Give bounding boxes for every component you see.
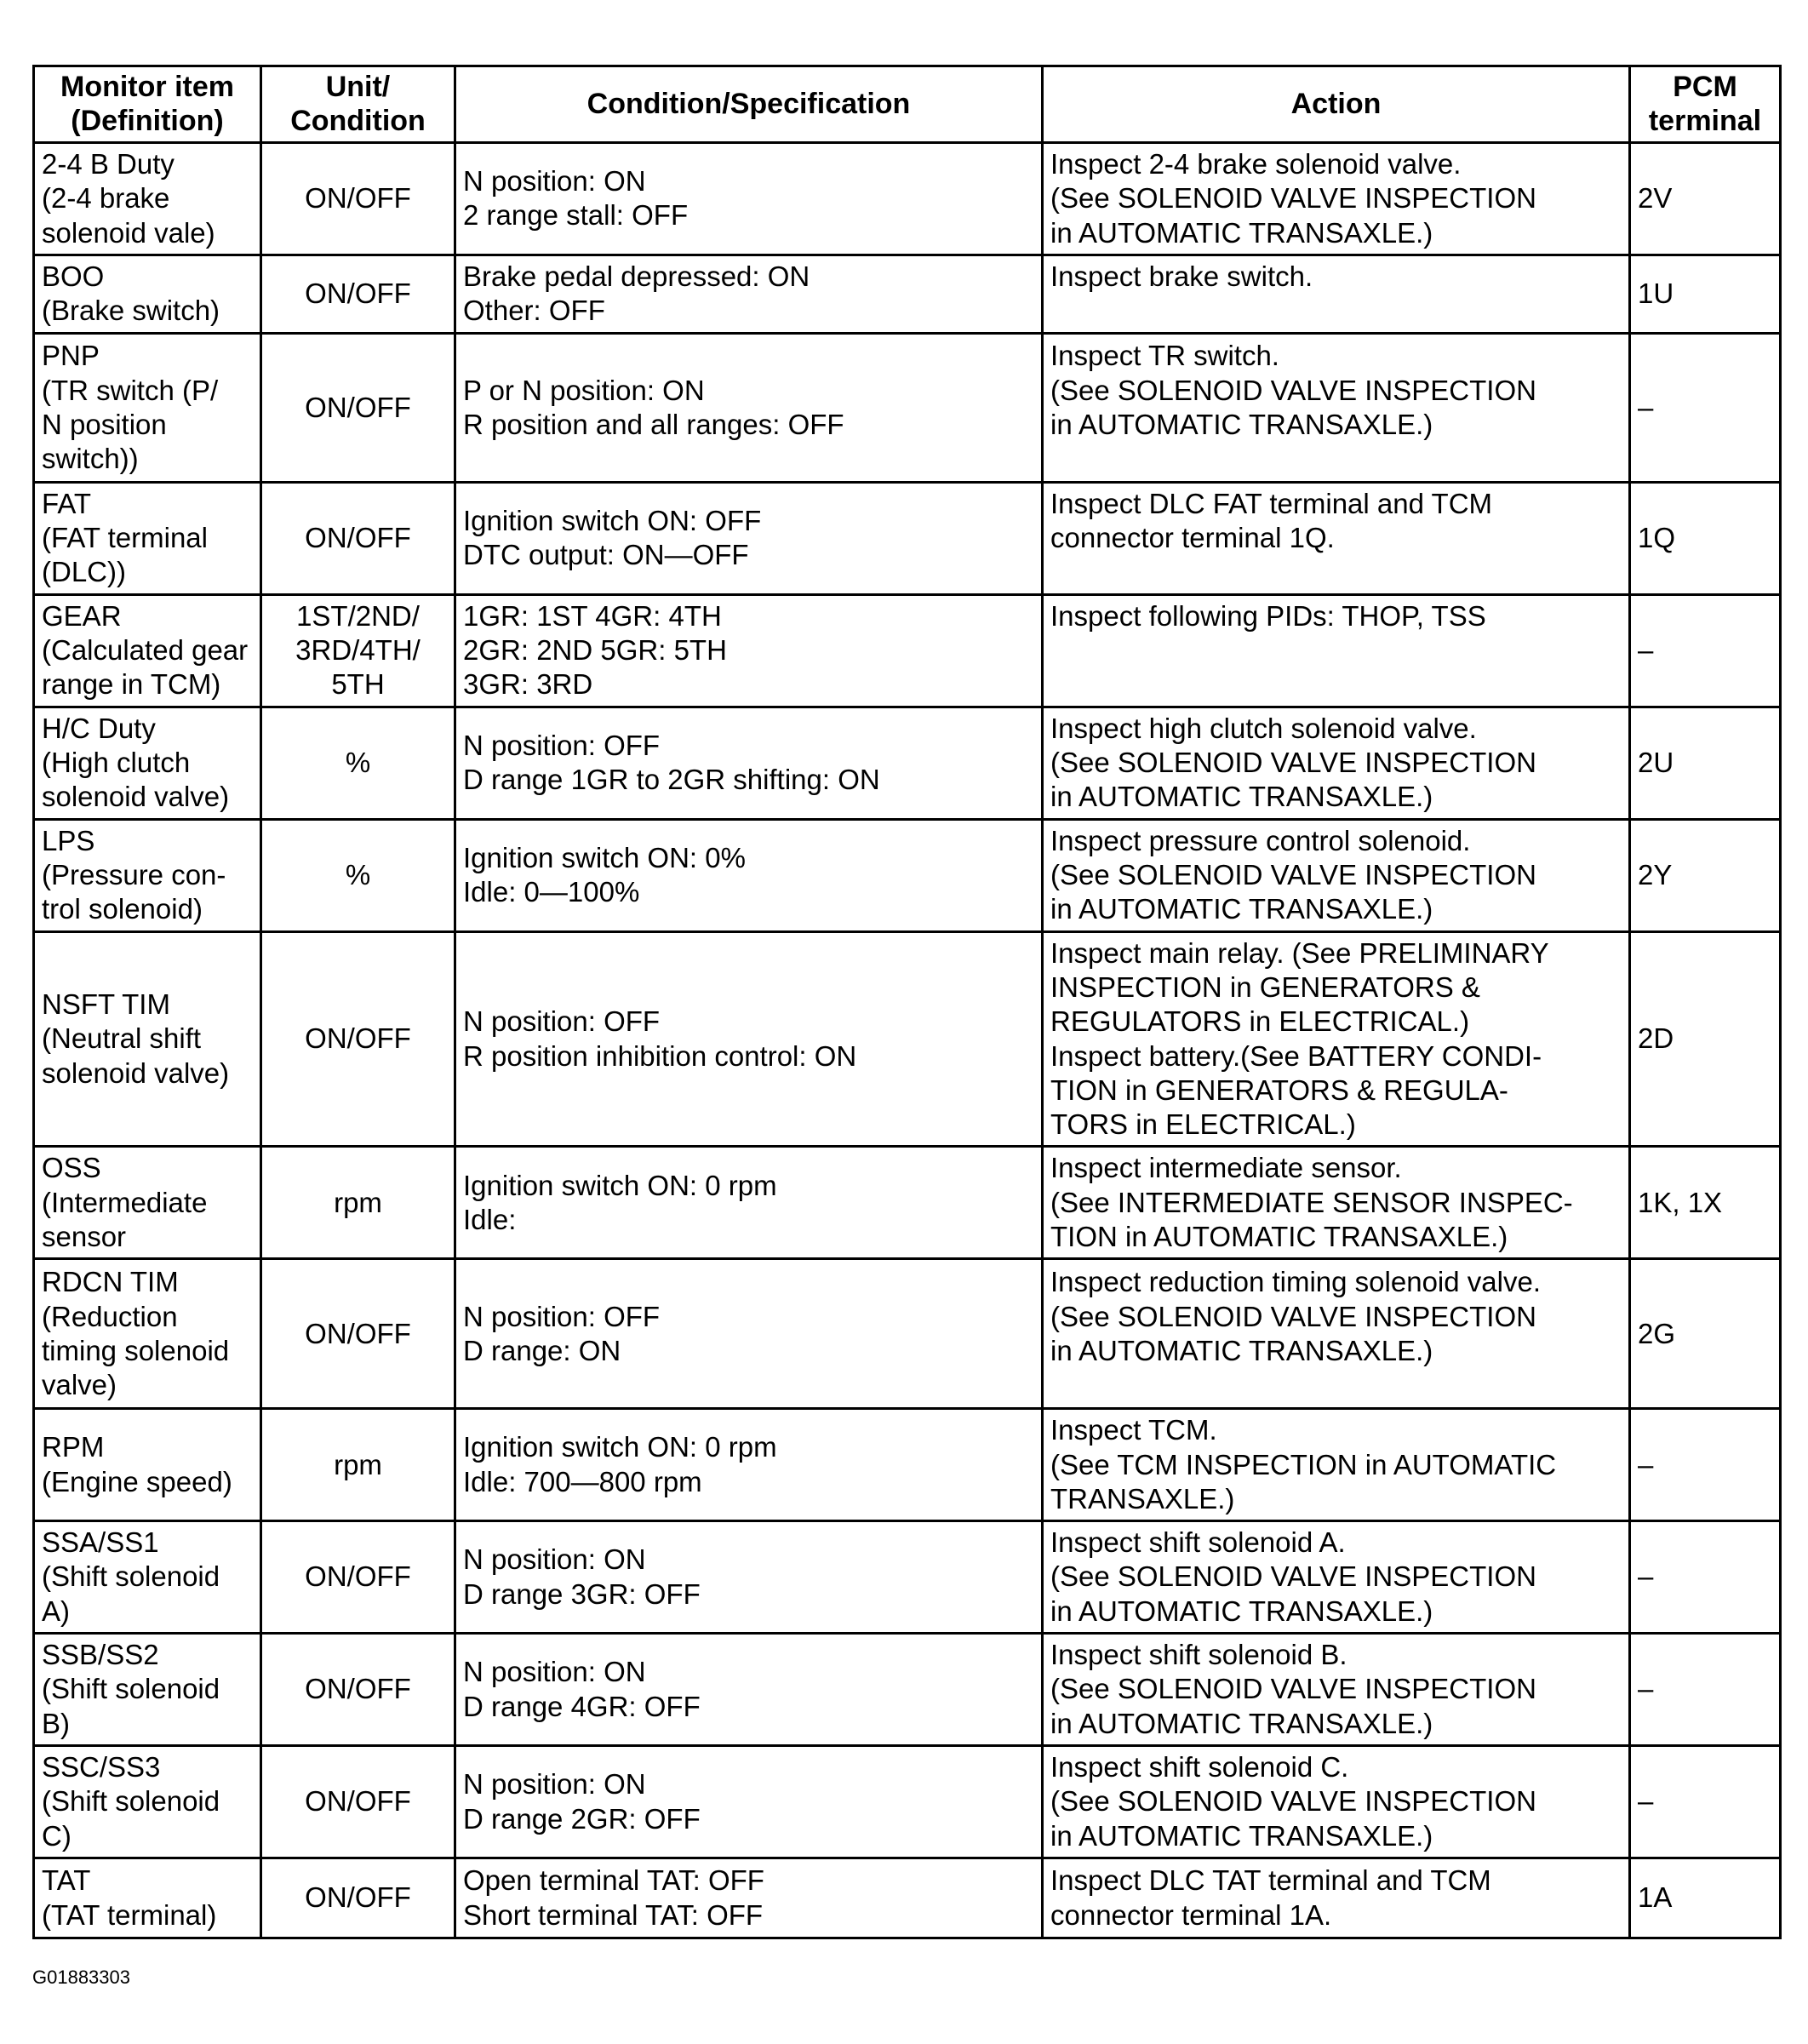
condition-cell	[455, 1259, 1043, 1409]
action-cell	[1043, 333, 1630, 482]
monitor-item-cell-line: RDCN TIM	[42, 1266, 179, 1298]
pcm-terminal-cell: 2D	[1630, 931, 1781, 1147]
condition-cell-line: Ignition switch ON: 0 rpm	[463, 1431, 777, 1463]
monitor-item-cell-line: (TR switch (P/	[42, 374, 219, 406]
table-row	[34, 1858, 1781, 1938]
action-cell-line: Inspect shift solenoid A.	[1050, 1526, 1346, 1559]
unit-cell	[261, 482, 455, 594]
monitor-item-cell-line: (2-4 brake	[42, 182, 170, 215]
action-cell-line: Inspect DLC TAT terminal and TCM	[1050, 1864, 1491, 1897]
action-cell-line: (See SOLENOID VALVE INSPECTION	[1050, 374, 1536, 406]
unit-cell-line: ON/OFF	[305, 391, 411, 423]
unit-cell-line: rpm	[334, 1186, 382, 1218]
monitor-item-cell-line: (Reduction	[42, 1300, 178, 1332]
monitor-item-cell-line: NSFT TIM	[42, 988, 170, 1021]
monitor-item-cell-line: (DLC))	[42, 556, 126, 588]
monitor-item-cell	[34, 931, 261, 1147]
figure-code: G01883303	[32, 1967, 130, 1988]
action-cell-line: in AUTOMATIC TRANSAXLE.)	[1050, 1334, 1433, 1366]
action-cell-line: in AUTOMATIC TRANSAXLE.)	[1050, 216, 1433, 249]
action-cell-line: Inspect intermediate sensor.	[1050, 1152, 1402, 1184]
unit-cell	[261, 1858, 455, 1938]
pcm-terminal-cell: –	[1630, 333, 1781, 482]
table-row	[34, 1746, 1781, 1858]
monitor-item-cell	[34, 1409, 261, 1521]
unit-cell	[261, 1259, 455, 1409]
action-cell-line: Inspect high clutch solenoid valve.	[1050, 712, 1477, 744]
action-cell-line	[1050, 555, 1622, 589]
condition-cell-line: D range 4GR: OFF	[463, 1690, 701, 1722]
action-cell	[1043, 255, 1630, 333]
action-cell-line: Inspect reduction timing solenoid valve.	[1050, 1266, 1541, 1298]
monitor-item-cell	[34, 594, 261, 707]
action-cell-line: TORS in ELECTRICAL.)	[1050, 1108, 1356, 1140]
unit-cell	[261, 1634, 455, 1746]
action-cell-line: Inspect brake switch.	[1050, 261, 1313, 292]
condition-cell-line: N position: OFF	[463, 1005, 661, 1038]
condition-cell-line: D range 1GR to 2GR shifting: ON	[463, 764, 880, 796]
monitor-item-cell-line: C)	[42, 1819, 72, 1852]
condition-cell	[455, 1147, 1043, 1259]
unit-cell	[261, 255, 455, 333]
action-cell-line: TION in GENERATORS & REGULA-	[1050, 1074, 1508, 1106]
action-cell	[1043, 1147, 1630, 1259]
condition-cell	[455, 143, 1043, 255]
monitor-item-cell-line: RPM	[42, 1431, 105, 1463]
condition-cell-line: Ignition switch ON: 0%	[463, 842, 746, 873]
table-row	[34, 1409, 1781, 1521]
action-cell	[1043, 707, 1630, 819]
action-cell-line: Inspect pressure control solenoid.	[1050, 824, 1471, 856]
monitor-item-cell	[34, 143, 261, 255]
monitor-item-cell-line: TAT	[42, 1864, 91, 1897]
action-cell-line: in AUTOMATIC TRANSAXLE.)	[1050, 1595, 1433, 1627]
action-cell-line	[1050, 442, 1622, 476]
action-cell-line: Inspect shift solenoid C.	[1050, 1751, 1349, 1783]
action-cell-line: TION in AUTOMATIC TRANSAXLE.)	[1050, 1220, 1508, 1252]
action-cell-line: (See SOLENOID VALVE INSPECTION	[1050, 1673, 1536, 1705]
monitor-item-cell-line: switch))	[42, 443, 139, 474]
action-cell	[1043, 1746, 1630, 1858]
table-row	[34, 1634, 1781, 1746]
monitor-item-cell-line: N position	[42, 408, 167, 440]
condition-cell-line: D range 3GR: OFF	[463, 1577, 701, 1610]
condition-cell-line: DTC output: ON—OFF	[463, 539, 749, 571]
monitor-item-cell-line: solenoid valve)	[42, 781, 230, 813]
action-cell-line: Inspect following PIDs: THOP, TSS	[1050, 599, 1486, 632]
condition-cell-line: N position: OFF	[463, 1300, 661, 1332]
action-cell	[1043, 931, 1630, 1147]
condition-cell-line: Open terminal TAT: OFF	[463, 1864, 764, 1897]
pcm-terminal-cell: 2Y	[1630, 819, 1781, 931]
table-row	[34, 333, 1781, 482]
action-cell-line: Inspect DLC FAT terminal and TCM	[1050, 487, 1493, 519]
action-cell-line: TRANSAXLE.)	[1050, 1482, 1235, 1514]
condition-cell-line: D range: ON	[463, 1334, 621, 1366]
monitor-item-cell-line: solenoid vale)	[42, 216, 215, 249]
unit-cell	[261, 1147, 455, 1259]
table-row	[34, 819, 1781, 931]
unit-cell-line: ON/OFF	[305, 1022, 411, 1055]
header-monitor-item: Monitor item (Definition)	[34, 66, 261, 143]
table-row	[34, 707, 1781, 819]
monitor-item-cell-line: trol solenoid)	[42, 893, 203, 925]
pcm-terminal-cell: –	[1630, 1521, 1781, 1634]
monitor-item-cell-line: FAT	[42, 487, 92, 519]
monitor-item-cell-line: (FAT terminal	[42, 522, 208, 554]
action-cell-line: (See SOLENOID VALVE INSPECTION	[1050, 1560, 1536, 1593]
unit-cell-line: ON/OFF	[305, 1785, 411, 1818]
action-cell-line: Inspect TCM.	[1050, 1414, 1217, 1446]
header-action: Action	[1043, 66, 1630, 143]
condition-cell-line: N position: ON	[463, 165, 646, 198]
condition-cell	[455, 1409, 1043, 1521]
table-row	[34, 1259, 1781, 1409]
monitor-item-cell-line: OSS	[42, 1152, 101, 1184]
condition-cell-line: R position inhibition control: ON	[463, 1039, 857, 1072]
condition-cell	[455, 1634, 1043, 1746]
pcm-terminal-cell: 1A	[1630, 1858, 1781, 1938]
action-cell-line	[1050, 1368, 1622, 1402]
unit-cell-line: ON/OFF	[305, 278, 411, 310]
monitor-item-cell-line: (Shift solenoid	[42, 1673, 220, 1705]
pcm-terminal-cell: 1Q	[1630, 482, 1781, 594]
action-cell-line: connector terminal 1A.	[1050, 1898, 1332, 1931]
monitor-item-cell-line: SSB/SS2	[42, 1639, 159, 1671]
monitor-item-cell-line: BOO	[42, 261, 105, 292]
condition-cell	[455, 333, 1043, 482]
unit-cell	[261, 931, 455, 1147]
action-cell-line: REGULATORS in ELECTRICAL.)	[1050, 1005, 1470, 1038]
pcm-terminal-cell: 2U	[1630, 707, 1781, 819]
table-row	[34, 931, 1781, 1147]
unit-cell	[261, 333, 455, 482]
action-cell-line: (See SOLENOID VALVE INSPECTION	[1050, 182, 1536, 215]
action-cell	[1043, 482, 1630, 594]
action-cell	[1043, 1521, 1630, 1634]
unit-cell	[261, 143, 455, 255]
action-cell-line	[1050, 294, 1622, 328]
pcm-terminal-cell: 1U	[1630, 255, 1781, 333]
condition-cell-line: Idle:	[463, 1203, 517, 1235]
monitor-item-cell-line: (High clutch	[42, 747, 191, 779]
monitor-item-cell	[34, 1147, 261, 1259]
monitor-item-cell	[34, 1259, 261, 1409]
condition-cell-line: N position: ON	[463, 1656, 646, 1688]
monitor-item-cell	[34, 333, 261, 482]
action-cell-line: (See SOLENOID VALVE INSPECTION	[1050, 1785, 1536, 1818]
condition-cell-line: 1GR: 1ST 4GR: 4TH	[463, 599, 722, 632]
unit-cell-line: ON/OFF	[305, 1317, 411, 1349]
action-cell-line: in AUTOMATIC TRANSAXLE.)	[1050, 893, 1433, 925]
monitor-item-cell-line: range in TCM)	[42, 668, 221, 701]
header-condition-specification: Condition/Specification	[455, 66, 1043, 143]
monitor-item-cell-line: timing solenoid	[42, 1334, 230, 1366]
action-cell-line: Inspect 2-4 brake solenoid valve.	[1050, 148, 1462, 180]
action-cell-line	[1050, 633, 1622, 667]
condition-cell	[455, 1858, 1043, 1938]
monitor-item-cell-line: H/C Duty	[42, 712, 156, 744]
condition-cell	[455, 819, 1043, 931]
pcm-terminal-cell: –	[1630, 1634, 1781, 1746]
condition-cell-line: 2 range stall: OFF	[463, 199, 689, 232]
action-cell-line: Inspect shift solenoid B.	[1050, 1639, 1347, 1671]
header-unit-condition: Unit/ Condition	[261, 66, 455, 143]
table-row	[34, 1521, 1781, 1634]
condition-cell-line: D range 2GR: OFF	[463, 1802, 701, 1835]
action-cell-line: Inspect battery.(See BATTERY CONDI-	[1050, 1039, 1542, 1072]
condition-cell-line: 2GR: 2ND 5GR: 5TH	[463, 634, 727, 667]
table-row	[34, 482, 1781, 594]
monitor-item-cell-line: (Shift solenoid	[42, 1560, 220, 1593]
action-cell	[1043, 1858, 1630, 1938]
monitor-item-cell-line: (Engine speed)	[42, 1465, 232, 1497]
unit-cell	[261, 1746, 455, 1858]
unit-cell-line: %	[345, 859, 371, 891]
table-row	[34, 143, 1781, 255]
action-cell	[1043, 819, 1630, 931]
action-cell	[1043, 1634, 1630, 1746]
condition-cell-line: Idle: 0—100%	[463, 876, 640, 908]
monitor-item-cell-line: (Neutral shift	[42, 1022, 202, 1055]
condition-cell-line: N position: OFF	[463, 730, 661, 761]
condition-cell-line: R position and all ranges: OFF	[463, 408, 844, 440]
condition-cell-line: Other: OFF	[463, 295, 605, 327]
monitor-item-cell	[34, 1746, 261, 1858]
monitor-item-cell-line: A)	[42, 1595, 70, 1627]
condition-cell-line: Ignition switch ON: 0 rpm	[463, 1169, 777, 1201]
header-pcm-terminal: PCM terminal	[1630, 66, 1781, 143]
condition-cell	[455, 1746, 1043, 1858]
action-cell-line: in AUTOMATIC TRANSAXLE.)	[1050, 781, 1433, 813]
monitor-item-cell-line: valve)	[42, 1369, 117, 1400]
action-cell	[1043, 1409, 1630, 1521]
condition-cell	[455, 931, 1043, 1147]
monitor-item-cell-line: (Pressure con-	[42, 859, 226, 891]
action-cell-line	[1050, 667, 1622, 701]
monitor-item-cell-line: (TAT terminal)	[42, 1898, 217, 1931]
unit-cell-line: 3RD/4TH/	[295, 634, 421, 667]
unit-cell-line: ON/OFF	[305, 522, 411, 554]
pcm-terminal-cell: –	[1630, 1409, 1781, 1521]
action-cell	[1043, 594, 1630, 707]
unit-cell-line: ON/OFF	[305, 1560, 411, 1593]
action-cell-line: (See SOLENOID VALVE INSPECTION	[1050, 859, 1536, 891]
monitor-item-cell-line: (Brake switch)	[42, 295, 220, 327]
action-cell-line: (See TCM INSPECTION in AUTOMATIC	[1050, 1448, 1557, 1480]
monitor-item-cell	[34, 707, 261, 819]
action-cell-line: (See INTERMEDIATE SENSOR INSPEC-	[1050, 1186, 1573, 1218]
condition-cell-line: Idle: 700—800 rpm	[463, 1465, 702, 1497]
monitor-item-cell-line: B)	[42, 1707, 70, 1739]
monitor-item-cell	[34, 819, 261, 931]
condition-cell-line: P or N position: ON	[463, 374, 705, 406]
monitor-item-cell	[34, 1521, 261, 1634]
unit-cell-line: 1ST/2ND/	[296, 599, 420, 632]
unit-cell-line: %	[345, 747, 371, 779]
monitor-item-cell-line: 2-4 B Duty	[42, 148, 175, 180]
unit-cell	[261, 1409, 455, 1521]
unit-cell-line: ON/OFF	[305, 1673, 411, 1705]
condition-cell	[455, 1521, 1043, 1634]
condition-cell	[455, 594, 1043, 707]
condition-cell	[455, 482, 1043, 594]
action-cell-line: connector terminal 1Q.	[1050, 522, 1335, 554]
condition-cell-line: 3GR: 3RD	[463, 668, 593, 701]
unit-cell	[261, 707, 455, 819]
action-cell	[1043, 1259, 1630, 1409]
monitor-item-cell-line: (Shift solenoid	[42, 1785, 220, 1818]
pcm-terminal-cell: –	[1630, 1746, 1781, 1858]
condition-cell-line: N position: ON	[463, 1768, 646, 1801]
action-cell-line: Inspect main relay. (See PRELIMINARY	[1050, 936, 1549, 969]
monitor-item-cell-line: (Calculated gear	[42, 634, 249, 667]
monitor-item-cell	[34, 1858, 261, 1938]
unit-cell	[261, 594, 455, 707]
monitor-item-cell-line: GEAR	[42, 599, 122, 632]
condition-cell	[455, 707, 1043, 819]
monitor-item-cell-line: SSA/SS1	[42, 1526, 159, 1559]
unit-cell-line: 5TH	[331, 668, 385, 701]
pcm-terminal-cell: 2V	[1630, 143, 1781, 255]
action-cell-line: in AUTOMATIC TRANSAXLE.)	[1050, 408, 1433, 440]
unit-cell	[261, 1521, 455, 1634]
action-cell-line: in AUTOMATIC TRANSAXLE.)	[1050, 1707, 1433, 1739]
action-cell-line: INSPECTION in GENERATORS &	[1050, 971, 1480, 1003]
action-cell-line: Inspect TR switch.	[1050, 340, 1279, 372]
unit-cell-line: ON/OFF	[305, 1881, 411, 1914]
unit-cell-line: ON/OFF	[305, 182, 411, 215]
monitor-item-cell-line: LPS	[42, 824, 95, 856]
monitor-item-cell-line: (Intermediate	[42, 1186, 208, 1218]
monitor-item-cell	[34, 1634, 261, 1746]
pcm-terminal-cell: 2G	[1630, 1259, 1781, 1409]
header-row	[34, 66, 1781, 143]
condition-cell-line: Ignition switch ON: OFF	[463, 505, 762, 536]
condition-cell-line: N position: ON	[463, 1543, 646, 1576]
unit-cell-line: rpm	[334, 1448, 382, 1480]
pcm-terminal-cell: 1K, 1X	[1630, 1147, 1781, 1259]
action-cell-line: (See SOLENOID VALVE INSPECTION	[1050, 1300, 1536, 1332]
table-row	[34, 1147, 1781, 1259]
monitor-item-cell-line: solenoid valve)	[42, 1056, 230, 1089]
unit-cell	[261, 819, 455, 931]
action-cell-line: in AUTOMATIC TRANSAXLE.)	[1050, 1819, 1433, 1852]
table-row	[34, 255, 1781, 333]
action-cell-line: (See SOLENOID VALVE INSPECTION	[1050, 747, 1536, 779]
table-body	[34, 143, 1781, 1938]
table-row	[34, 594, 1781, 707]
monitor-item-cell	[34, 255, 261, 333]
monitor-item-cell-line: SSC/SS3	[42, 1751, 161, 1783]
condition-cell	[455, 255, 1043, 333]
pcm-terminal-cell: –	[1630, 594, 1781, 707]
monitor-item-table	[32, 65, 1782, 1939]
monitor-item-cell	[34, 482, 261, 594]
monitor-item-cell-line: sensor	[42, 1220, 127, 1252]
monitor-item-cell-line: PNP	[42, 340, 100, 372]
condition-cell-line: Brake pedal depressed: ON	[463, 261, 810, 292]
condition-cell-line: Short terminal TAT: OFF	[463, 1898, 764, 1931]
action-cell	[1043, 143, 1630, 255]
